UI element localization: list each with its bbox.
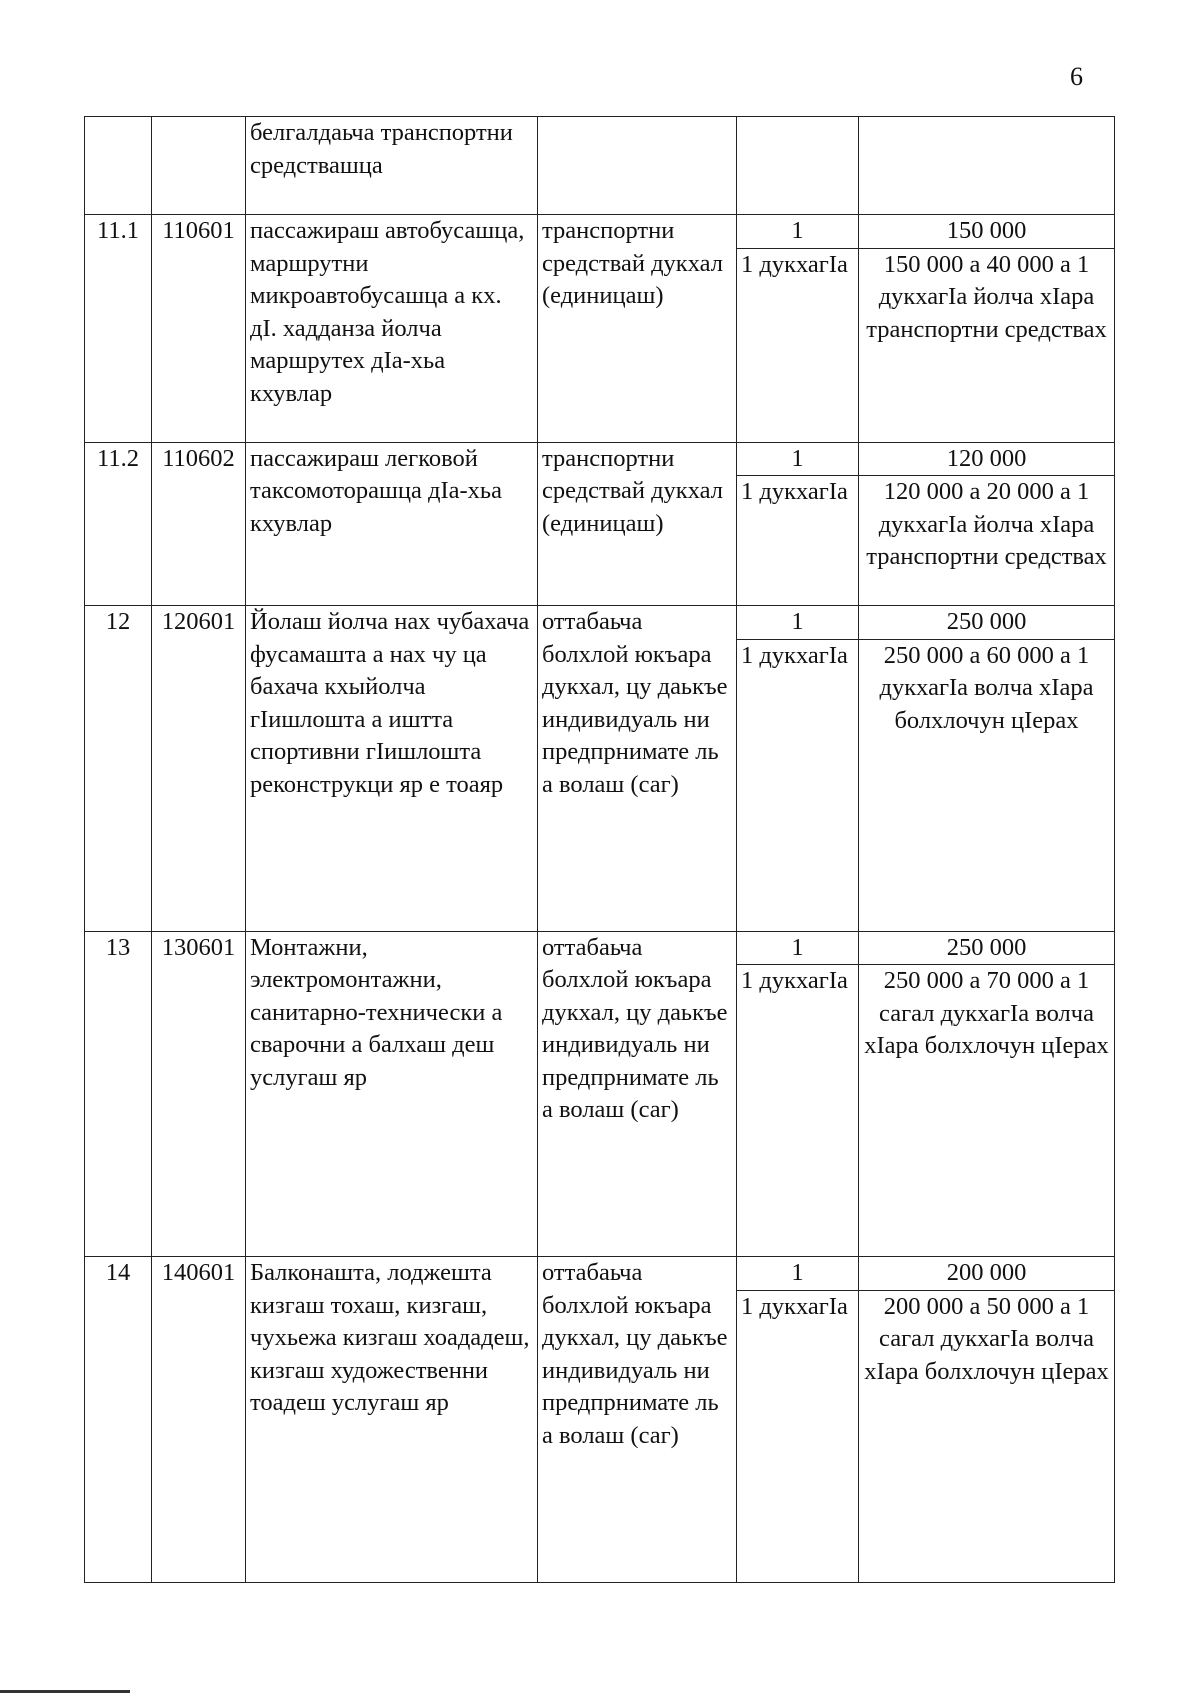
activity-code-cell: 120601 bbox=[152, 606, 246, 932]
activity-description-cell: Балконашта, лоджешта кизгаш тохаш, кизгаш, чухьежа кизгаш хоададеш, кизгаш художественни тоадеш услугаш яр bbox=[246, 1257, 538, 1583]
row-number-cell: 12 bbox=[85, 606, 152, 932]
table-row bbox=[85, 442, 1115, 476]
extra-rate-cell: 150 000 а 40 000 а 1 дукхагIа йолча хIара транспортни средствах bbox=[859, 248, 1115, 442]
activity-code-cell: 140601 bbox=[152, 1257, 246, 1583]
tariff-table bbox=[84, 116, 1115, 1583]
activity-description-cell bbox=[246, 117, 538, 215]
activity-description: белгалдаьча транспортни средствашца bbox=[250, 119, 513, 179]
table-row bbox=[85, 117, 1115, 215]
quantity-cell bbox=[737, 117, 859, 215]
extra-rate-cell: 200 000 а 50 000 а 1 сагал дукхагIа волча хIара болхлочун цIерах bbox=[859, 1290, 1115, 1582]
activity-description-cell: пассажираш автобусашца, маршрутни микроавтобусашца а кх. дI. хадданза йолча маршрутех дIа-хьа кхувлар bbox=[246, 215, 538, 443]
base-quantity-cell: 1 bbox=[737, 931, 859, 965]
unit-of-measure-cell: транспортни средствай дукхал (единицаш) bbox=[538, 442, 737, 606]
base-quantity-cell: 1 bbox=[737, 215, 859, 249]
table-row bbox=[85, 1257, 1115, 1291]
extra-quantity-cell: 1 дукхагIа bbox=[737, 476, 859, 606]
extra-rate-cell: 120 000 а 20 000 а 1 дукхагIа йолча хIара транспортни средствах bbox=[859, 476, 1115, 606]
extra-quantity-cell: 1 дукхагIа bbox=[737, 639, 859, 931]
unit-of-measure-cell: оттабаьча болхлой юкъара дукхал, цу даькъе индивидуаль ни предпрнимате ль а волаш (саг) bbox=[538, 1257, 737, 1583]
activity-description-cell: Йолаш йолча нах чубахача фусамашта а нах чу ца бахача кхыйолча гIишлошта а иштта спортивни гIишлошта реконструкци яр е тоаяр bbox=[246, 606, 538, 932]
extra-quantity-cell: 1 дукхагIа bbox=[737, 1290, 859, 1582]
table-row bbox=[85, 215, 1115, 249]
activity-description-cell: Монтажни, электромонтажни, санитарно-технически а сварочни а балхаш деш услугаш яр bbox=[246, 931, 538, 1257]
row-number-cell: 14 bbox=[85, 1257, 152, 1583]
extra-quantity-cell: 1 дукхагIа bbox=[737, 965, 859, 1257]
activity-code-cell: 130601 bbox=[152, 931, 246, 1257]
page-number: 6 bbox=[1070, 62, 1083, 91]
base-rate-cell: 250 000 bbox=[859, 931, 1115, 965]
unit-of-measure-cell bbox=[538, 117, 737, 215]
row-number-cell: 13 bbox=[85, 931, 152, 1257]
row-number-cell: 11.2 bbox=[85, 442, 152, 606]
extra-rate-cell: 250 000 а 70 000 а 1 сагал дукхагIа волча хIара болхлочун цIерах bbox=[859, 965, 1115, 1257]
activity-code-cell: 110602 bbox=[152, 442, 246, 606]
unit-of-measure-cell: транспортни средствай дукхал (единицаш) bbox=[538, 215, 737, 443]
base-quantity-cell: 1 bbox=[737, 1257, 859, 1291]
base-quantity-cell: 1 bbox=[737, 442, 859, 476]
activity-code-cell: 110601 bbox=[152, 215, 246, 443]
base-rate-cell: 200 000 bbox=[859, 1257, 1115, 1291]
unit-of-measure-cell: оттабаьча болхлой юкъара дукхал, цу даькъе индивидуаль ни предпрнимате ль а волаш (саг) bbox=[538, 931, 737, 1257]
row-number-cell bbox=[85, 117, 152, 215]
unit-of-measure-cell: оттабаьча болхлой юкъара дукхал, цу даькъе индивидуаль ни предпрнимате ль а волаш (саг) bbox=[538, 606, 737, 932]
activity-code-cell bbox=[152, 117, 246, 215]
activity-description-cell: пассажираш легковой таксомоторашца дIа-хьа кхувлар bbox=[246, 442, 538, 606]
base-quantity-cell: 1 bbox=[737, 606, 859, 640]
bottom-divider bbox=[0, 1690, 130, 1693]
extra-rate-cell: 250 000 а 60 000 а 1 дукхагIа волча хIара болхлочун цIерах bbox=[859, 639, 1115, 931]
base-rate-cell: 250 000 bbox=[859, 606, 1115, 640]
rate-cell bbox=[859, 117, 1115, 215]
base-rate-cell: 120 000 bbox=[859, 442, 1115, 476]
table-row bbox=[85, 931, 1115, 965]
extra-quantity-cell: 1 дукхагIа bbox=[737, 248, 859, 442]
table-row bbox=[85, 606, 1115, 640]
row-number-cell: 11.1 bbox=[85, 215, 152, 443]
base-rate-cell: 150 000 bbox=[859, 215, 1115, 249]
